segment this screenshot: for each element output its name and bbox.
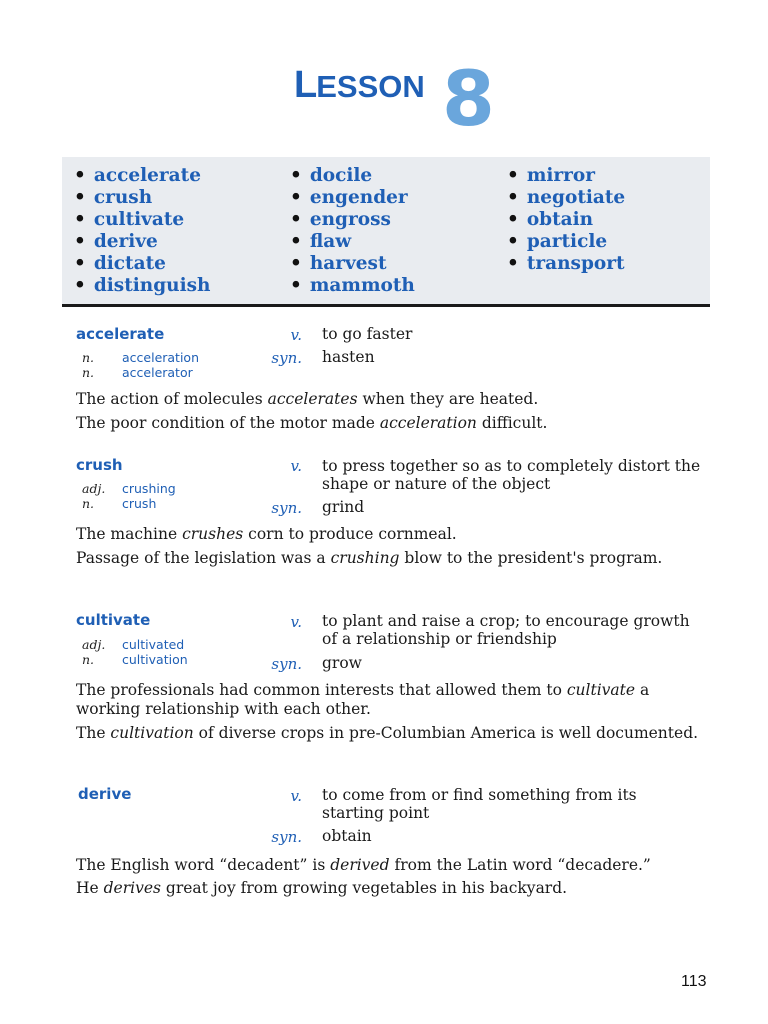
word-form-pos: n. [82,365,95,380]
example-text: difficult. [476,414,548,432]
word-form [82,365,199,380]
synonym: obtain [322,827,372,845]
example-text: He [76,879,104,897]
example-text: The action of molecules [76,390,268,408]
page-number: 113 [681,973,707,990]
word-forms [82,637,188,667]
word-list-item [74,253,211,275]
synonym-label: syn. [271,655,302,673]
bullet: • [74,231,86,252]
example-sentence [76,525,716,544]
example-text: The professionals had common interests that allowed them to [76,681,567,699]
bullet: • [507,209,519,230]
word-list-word: docile [309,165,373,186]
word-list-word: cultivate [93,209,185,230]
bullet: • [507,165,519,186]
word-list-word: flaw [309,231,352,252]
word-list-item [507,253,625,275]
synonym-label: syn. [271,499,302,517]
example-keyword: cultivation [110,724,194,742]
example-text: The [76,724,111,742]
bullet: • [290,231,302,252]
word-list-word: engross [309,209,391,230]
lesson-number: 8 [442,54,495,143]
word-list-word: crush [93,187,153,208]
bullet: • [507,231,519,252]
word-list-word: particle [526,231,608,252]
word-list-item [290,165,415,187]
bullet: • [290,275,302,296]
bullet: • [74,275,86,296]
word-form-word: acceleration [122,350,200,365]
word-list-item [290,187,415,209]
word-list-item [290,209,415,231]
word-list-box [62,157,710,307]
word-list-item [74,275,211,297]
bullet: • [290,187,302,208]
definition: to plant and raise a crop; to encourage growth of a relationship or friendship [322,612,690,648]
entry-headword: crush [76,456,123,474]
part-of-speech: v. [290,613,302,631]
word-list-item [74,187,211,209]
word-form-word: cultivated [122,637,185,652]
word-form-pos: adj. [82,637,106,652]
bullet: • [74,187,86,208]
synonym-label: syn. [271,349,302,367]
example-text: when they are heated. [357,390,539,408]
example-text: The poor condition of the motor made [76,414,380,432]
word-list-item [507,187,625,209]
example-keyword: crushing [330,549,400,567]
example-keyword: derived [330,856,390,874]
word-form-pos: adj. [82,481,106,496]
example-keyword: derives [103,879,161,897]
entry-headword: accelerate [76,325,165,343]
example-text: corn to produce cornmeal. [243,525,457,543]
word-list-item [74,165,211,187]
word-list-item [507,165,625,187]
word-form-pos: n. [82,496,95,511]
word-list-word: dictate [93,253,166,274]
example-sentence [76,879,716,898]
word-form [82,637,188,652]
word-forms [82,350,199,380]
example-sentence [76,724,716,743]
word-form-pos: n. [82,350,95,365]
definition: to press together so as to completely distort the shape or nature of the object [322,457,701,493]
word-list-word: distinguish [93,275,211,296]
word-list-item [507,231,625,253]
word-list-column-2 [290,165,415,297]
word-list-item [290,231,415,253]
synonym: grow [322,654,362,672]
example-text: blow to the president's program. [399,549,663,567]
word-form [82,481,176,496]
example-text: from the Latin word “decadere.” [389,856,651,874]
entry-headword: derive [78,785,132,803]
word-list-item [507,209,625,231]
bullet: • [74,165,86,186]
lesson-title [294,54,495,143]
title-rest: ESSON [316,69,425,104]
word-list-word: harvest [309,253,387,274]
word-list-word: transport [526,253,625,274]
example-keyword: cultivate [566,681,636,699]
bullet: • [290,253,302,274]
bullet: • [507,253,519,274]
word-list-item [74,209,211,231]
bullet: • [290,165,302,186]
word-form-word: crush [122,496,157,511]
title-cap: L [294,64,317,106]
part-of-speech: v. [290,787,302,805]
word-list-item [74,231,211,253]
word-form [82,350,199,365]
word-list-word: negotiate [526,187,626,208]
word-list-word: obtain [526,209,594,230]
bullet: • [74,253,86,274]
example-text: The English word “decadent” is [76,856,331,874]
word-list-item [290,253,415,275]
example-text: a working relationship with each other. [76,681,650,718]
word-form [82,496,176,511]
word-forms [82,481,176,511]
entry-headword: cultivate [76,611,151,629]
word-form [82,652,188,667]
word-list-word: engender [309,187,408,208]
word-list-column-1 [74,165,211,297]
synonym: hasten [322,348,375,366]
word-form-pos: n. [82,652,95,667]
word-list-item [290,275,415,297]
example-text: The machine [76,525,183,543]
example-text: great joy from growing vegetables in his backyard. [160,879,568,897]
example-sentence [76,549,716,568]
bullet: • [290,209,302,230]
word-list-column-3 [507,165,625,275]
word-list-word: mirror [526,165,596,186]
example-sentence [76,390,716,409]
bullet: • [74,209,86,230]
word-form-word: accelerator [122,365,193,380]
example-keyword: acceleration [379,414,477,432]
example-sentence [76,681,716,719]
example-keyword: crushes [182,525,244,543]
synonym-label: syn. [271,828,302,846]
word-list-word: mammoth [309,275,415,296]
bullet: • [507,187,519,208]
part-of-speech: v. [290,457,302,475]
part-of-speech: v. [290,326,302,344]
example-text: of diverse crops in pre-Columbian America is well documented. [193,724,699,742]
example-keyword: accelerates [267,390,358,408]
definition: to come from or find something from its starting point [322,786,637,822]
example-sentence [76,856,716,875]
synonym: grind [322,498,365,516]
word-form-word: crushing [122,481,176,496]
word-list-word: accelerate [93,165,201,186]
word-form-word: cultivation [122,652,188,667]
example-text: Passage of the legislation was a [76,549,331,567]
example-sentence [76,414,716,433]
word-list-word: derive [93,231,158,252]
definition: to go faster [322,325,413,343]
